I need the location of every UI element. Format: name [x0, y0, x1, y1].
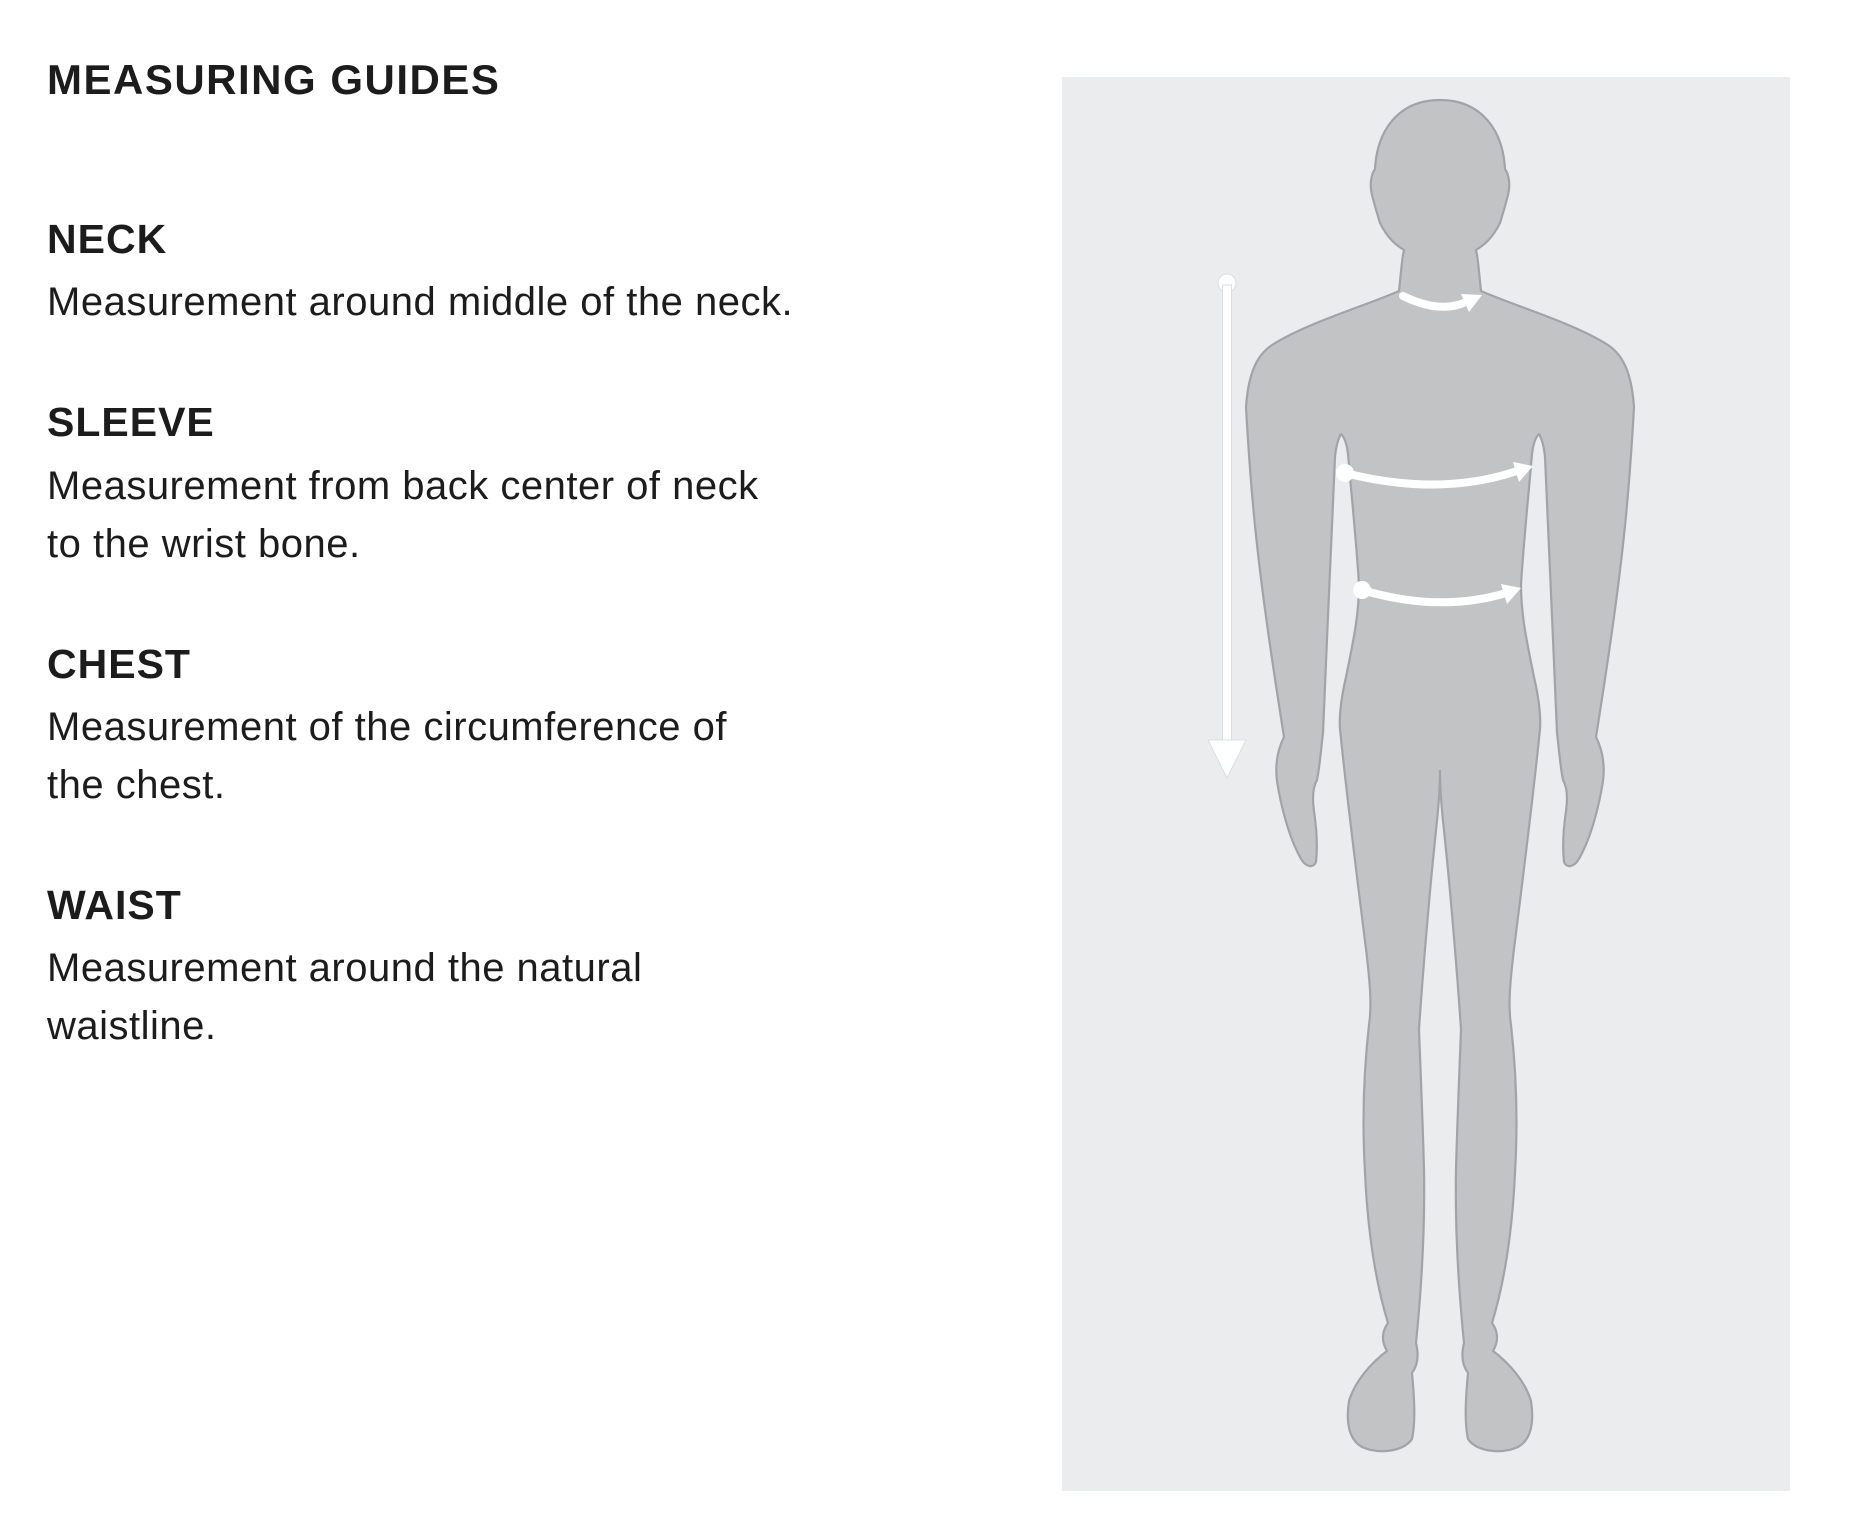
page-title: MEASURING GUIDES — [47, 56, 501, 103]
section-heading: WAIST — [47, 881, 182, 928]
description-line: Measurement around the natural — [47, 945, 643, 990]
section-heading: CHEST — [47, 640, 191, 687]
description-line: Measurement of the circumference of — [47, 704, 728, 749]
arrow-shaft — [1223, 285, 1232, 743]
section-neck — [47, 216, 897, 331]
section-description — [47, 273, 897, 331]
section-description — [47, 457, 897, 573]
body-measurement-diagram — [1062, 77, 1790, 1491]
section-waist — [47, 882, 897, 1055]
section-heading: NECK — [47, 216, 168, 263]
description-line: waistline. — [47, 1003, 217, 1048]
section-chest — [47, 641, 897, 814]
description-line: the chest. — [47, 762, 226, 807]
section-description — [47, 939, 897, 1055]
description-line: Measurement around middle of the neck. — [47, 280, 794, 325]
measuring-figure-panel — [1062, 77, 1790, 1491]
description-line: Measurement from back center of neck — [47, 463, 759, 508]
section-heading: SLEEVE — [47, 399, 215, 446]
section-sleeve — [47, 399, 897, 572]
measuring-guide-text-column — [47, 56, 897, 1123]
section-description — [47, 698, 897, 814]
description-line: to the wrist bone. — [47, 521, 361, 566]
